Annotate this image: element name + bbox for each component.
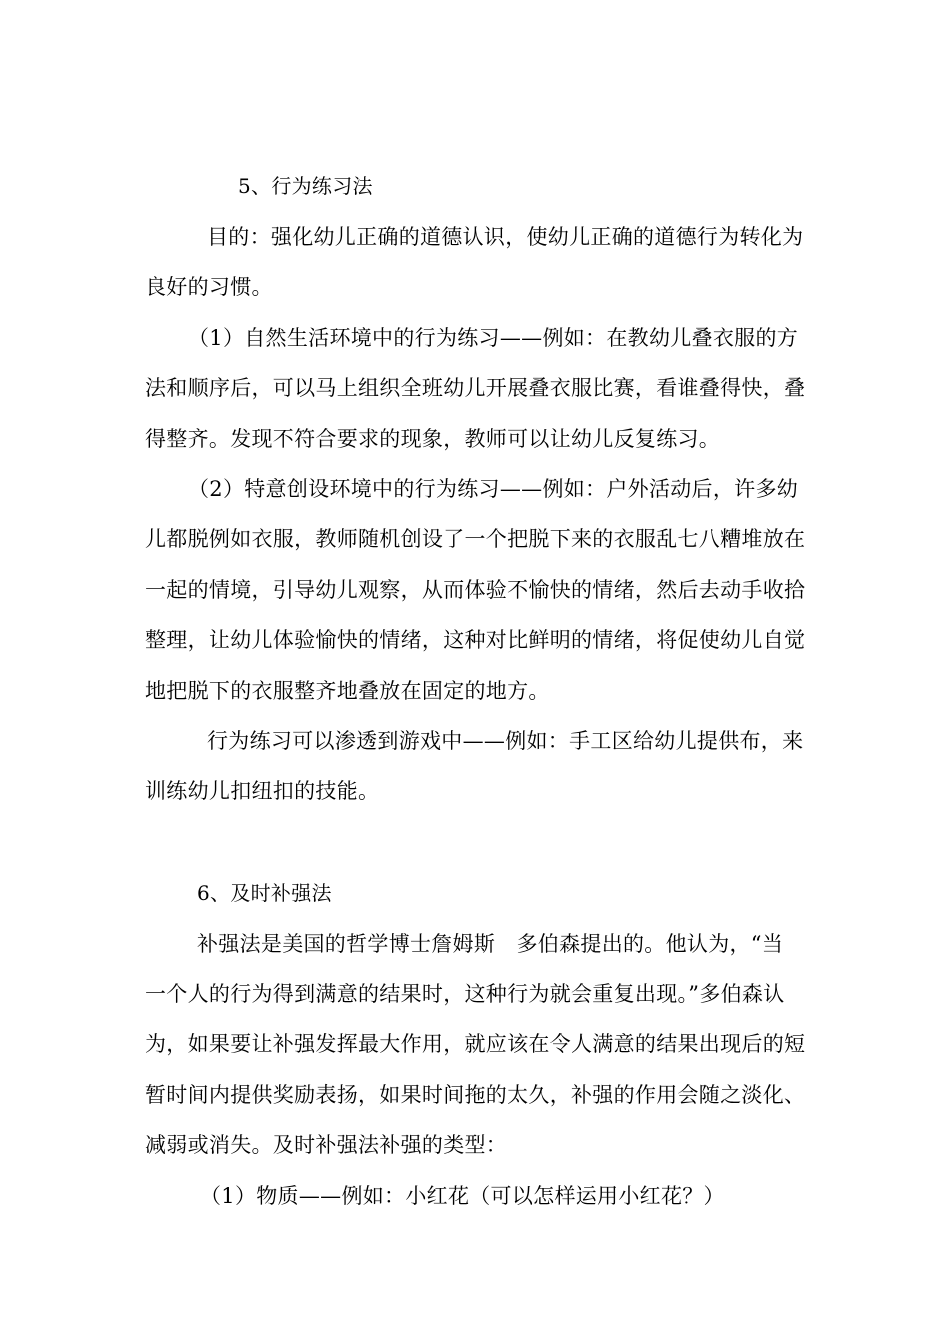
paragraph-line: 补强法是美国的哲学博士詹姆斯 多伯森提出的。他认为，“当 xyxy=(197,932,784,956)
paragraph-line: 儿都脱例如衣服，教师随机创设了一个把脱下来的衣服乱七八糟堆放在 xyxy=(145,527,806,551)
paragraph-line: （1）自然生活环境中的行为练习——例如：在教幼儿叠衣服的方 xyxy=(188,326,799,350)
paragraph-line: （2）特意创设环境中的行为练习——例如：户外活动后，许多幼 xyxy=(188,477,799,501)
paragraph-line: 减弱或消失。及时补强法补强的类型： xyxy=(145,1133,508,1157)
section-6-heading: 6、及时补强法 xyxy=(197,881,332,905)
section-5-heading: 5、行为练习法 xyxy=(238,174,373,198)
paragraph-line: 目的：强化幼儿正确的道德认识，使幼儿正确的道德行为转化为 xyxy=(207,225,804,249)
paragraph-line: 为，如果要让补强发挥最大作用，就应该在令人满意的结果出现后的短 xyxy=(145,1032,806,1056)
paragraph-line: 训练幼儿扣纽扣的技能。 xyxy=(145,779,380,803)
paragraph-line: （1）物质——例如：小红花（可以怎样运用小红花？） xyxy=(200,1184,725,1208)
paragraph-line: 整理，让幼儿体验愉快的情绪，这种对比鲜明的情绪，将促使幼儿自觉 xyxy=(145,628,806,652)
paragraph-line: 一个人的行为得到满意的结果时，这种行为就会重复出现。”多伯森认 xyxy=(145,982,785,1006)
paragraph-line: 一起的情境，引导幼儿观察，从而体验不愉快的情绪，然后去动手收拾 xyxy=(145,578,806,602)
paragraph-line: 得整齐。发现不符合要求的现象，教师可以让幼儿反复练习。 xyxy=(145,427,721,451)
paragraph-line: 行为练习可以渗透到游戏中——例如：手工区给幼儿提供布，来 xyxy=(207,729,804,753)
paragraph-line: 良好的习惯。 xyxy=(145,275,273,299)
paragraph-line: 暂时间内提供奖励表扬，如果时间拖的太久，补强的作用会随之淡化、 xyxy=(145,1083,806,1107)
paragraph-line: 地把脱下的衣服整齐地叠放在固定的地方。 xyxy=(145,679,550,703)
paragraph-line: 法和顺序后，可以马上组织全班幼儿开展叠衣服比赛，看谁叠得快，叠 xyxy=(145,376,806,400)
